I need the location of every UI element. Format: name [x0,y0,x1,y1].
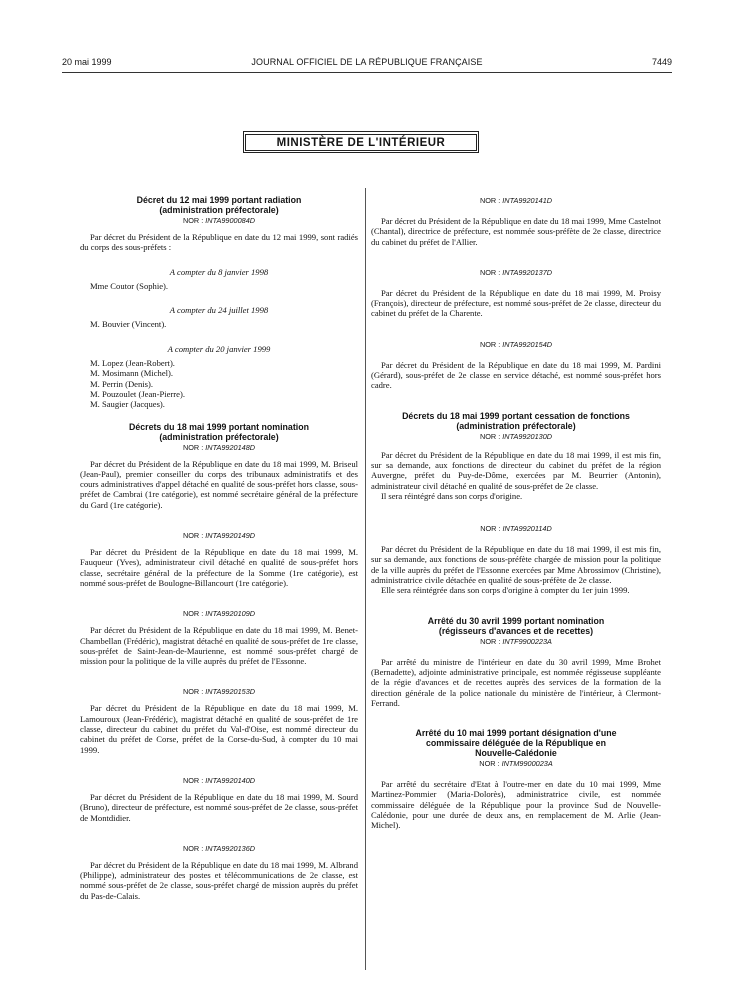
decree-text: Par décret du Président de la République en date du 12 mai 1999, sont radiés du corps des sous-préfets : [80,232,358,253]
section-title: Arrêté du 30 avril 1999 portant nomination [427,615,605,626]
decree-text: Par décret du Président de la République en date du 18 mai 1999, M. Benet-Chambellan (Frédéric), magistrat détaché en qualité de sous-préfet de 1re classe, sous-préfet de Saint-Jean-de-Maurienne, est nommé sous-préfet chargé de mission pour la politique de la ville auprès du préfet de l'Essonne. [80,625,358,667]
list-item: M. Mosimann (Michel). [90,368,174,379]
nor-reference [371,196,661,206]
nor-reference [371,432,661,442]
decree-text: Il sera réintégré dans son corps d'origine. [381,490,523,501]
header-journal-title: JOURNAL OFFICIEL DE LA RÉPUBLIQUE FRANÇAISE [251,57,483,67]
nor-code: INTA9920114D [502,524,552,534]
decree-text: Par décret du Président de la République en date du 18 mai 1999, il est mis fin, sur sa demande, aux fonctions de directeur du cabinet du préfet de la région Auvergne, préfet du Puy-de-Dôme, exercées par M. Beurrier (Antonin), administrateur civil détaché en qualité de sous-préfet de 2e classe. [371,449,661,491]
nor-code: INTA9920136D [205,843,256,853]
decree-text: Par décret du Président de la République en date du 18 mai 1999, M. Albrand (Philippe), administrateur des postes et télécommunications de 2e classe, est nommé sous-préfet de 2e classe, sous-préfet chargé de mission auprès du préfet du Pas-de-Calais. [80,859,358,901]
nor-label: NOR : [182,843,206,853]
section-title: Arrêté du 10 mai 1999 portant désignation d'une [415,728,617,739]
decree-text: Par arrêté du ministre de l'intérieur en date du 30 avril 1999, Mme Brohet (Bernadette), adjointe administrative principale, est nommée régisseuse suppléante de la régie d'avances et de recettes auprès des services de la formation de la direction générale de la police nationale du ministère de l'intérieur, à Clermont-Ferrand. [371,656,661,708]
nor-reference [80,776,358,786]
ministry-box [243,131,479,153]
nor-code: INTA9920149D [205,531,256,541]
nor-code: INTA9920109D [205,609,256,619]
nor-code: INTA9920130D [502,431,553,441]
nor-code: INTA9920137D [502,267,553,277]
person-name: M. Bouvier (Vincent). [90,319,167,330]
header-date: 20 mai 1999 [62,57,112,67]
list-item: M. Pouzoulet (Jean-Pierre). [90,388,185,399]
nor-label: NOR : [479,759,502,769]
nor-label: NOR : [182,531,206,541]
nor-code: INTA9920148D [205,442,256,452]
section-subtitle: Nouvelle-Calédonie [475,748,557,759]
nor-reference [80,687,358,697]
decree-text: Elle sera réintégrée dans son corps d'origine à compter du 1er juin 1999. [381,585,630,596]
decree-text: Par décret du Président de la République en date du 18 mai 1999, M. Fauqueur (Yves), administrateur civil détaché en qualité de sous-préfet hors classe, secrétaire général de la préfecture de la Somme (1re catégorie), est nommé sous-préfet de Boulogne-Billancourt (1re catégorie). [80,547,358,588]
list-item: M. Lopez (Jean-Robert). [90,358,175,369]
nor-label: NOR : [182,775,206,785]
section-subtitle: (administration préfectorale) [456,420,576,431]
decree-text: Par décret du Président de la République en date du 18 mai 1999, M. Pardini (Gérard), sous-préfet de 2e classe en service détaché, est nommé sous-préfet hors cadre. [371,359,661,391]
effective-date: A compter du 20 janvier 1999 [167,343,271,354]
nor-reference [371,759,661,769]
nor-code: INTA9920154D [502,339,553,349]
nor-label: NOR : [182,216,206,225]
decree-text: Par décret du Président de la République en date du 18 mai 1999, M. Lamouroux (Jean-Frédéric), magistrat détaché en qualité de sous-préfet de 1re classe, directeur du cabinet du préfet du Val-d'Oise, est nommé directeur du cabinet du préfet de Corse, préfet de la Corse-du-Sud, à compter du 10 mai 1999. [80,703,358,755]
nor-reference [371,268,661,278]
nor-reference [80,609,358,619]
section-subtitle: (administration préfectorale) [159,205,279,215]
nor-label: NOR : [479,196,503,205]
decree-text: Par décret du Président de la République en date du 18 mai 1999, Mme Castelnot (Chantal), directrice de préfecture, est nommée sous-préfète de 2e classe, directrice du cabinet du préfet de l'Allier. [371,216,661,247]
nor-code: INTA9920153D [205,687,256,697]
running-header [62,57,672,71]
nor-code: INTF9900223A [502,636,552,646]
person-name: Mme Coutor (Sophie). [90,280,169,291]
right-column [371,195,661,831]
decree-text: Par décret du Président de la République en date du 18 mai 1999, M. Proisy (François), directeur de préfecture, est nommé sous-préfet de 2e classe, directeur du cabinet du préfet de la Charente. [371,287,661,319]
nor-label: NOR : [480,636,503,646]
nor-label: NOR : [479,267,503,277]
list-item: M. Saugier (Jacques). [90,399,165,410]
nor-label: NOR : [479,431,503,441]
decree-text: Par décret du Président de la République en date du 18 mai 1999, M. Sourd (Bruno), directeur de préfecture, est nommé sous-préfet de 2e classe, sous-préfet de Montdidier. [80,791,358,823]
nor-reference [371,340,661,350]
ministry-title: MINISTÈRE DE L'INTÉRIEUR [245,134,477,151]
section-title: Décrets du 18 mai 1999 portant cessation de fonctions [402,410,630,421]
nor-reference [80,216,358,226]
section-title: Décret du 12 mai 1999 portant radiation [136,195,302,205]
nor-label: NOR : [182,609,206,619]
nor-label: NOR : [479,339,503,349]
decree-text: Par décret du Président de la République en date du 18 mai 1999, M. Briseul (Jean-Paul), premier conseiller du corps des tribunaux administratifs et des cours administratives d'appel détaché en qualité de sous-préfet hors classe, sous-préfet de Cambrai (1re catégorie), est nommé secrétaire général de la préfecture du Gard (1re catégorie). [80,458,358,510]
nor-reference [80,443,358,453]
nor-code: INTA9920140D [205,775,256,785]
list-item: M. Perrin (Denis). [90,378,154,389]
name-list [80,358,358,409]
nor-reference [371,637,661,647]
nor-label: NOR : [182,442,206,452]
effective-date: A compter du 8 janvier 1998 [169,266,269,277]
header-rule [62,72,672,73]
section-subtitle: (administration préfectorale) [159,431,279,442]
section-title: Décrets du 18 mai 1999 portant nomination [129,421,309,432]
nor-code: INTA9920141D [502,196,553,205]
decree-text: Par arrêté du secrétaire d'Etat à l'outre-mer en date du 10 mai 1999, Mme Martinez-Pommier (Maria-Dolorès), administratrice civile, est nommée commissaire déléguée de la République pour la province Sud de Nouvelle-Calédonie, pour une durée de deux ans, en remplacement de M. Arlie (Jean-Michel). [371,779,661,831]
left-column [80,195,358,901]
header-page-number: 7449 [651,57,672,67]
nor-reference [80,531,358,541]
column-divider [365,188,366,970]
nor-label: NOR : [182,687,206,697]
section-subtitle: commissaire déléguée de la République en [426,738,606,749]
nor-reference [371,524,661,534]
nor-code: INTA9900084D [205,216,256,225]
nor-reference [80,844,358,854]
nor-label: NOR : [480,524,503,534]
nor-code: INTM9900023A [501,759,553,769]
section-subtitle: (régisseurs d'avances et de recettes) [438,625,594,636]
effective-date: A compter du 24 juillet 1998 [169,305,269,316]
decree-text: Par décret du Président de la République en date du 18 mai 1999, il est mis fin, sur sa demande, aux fonctions de sous-préfète chargée de mission pour la politique de la ville auprès du préfet de l'Essonne exercées par Mme Abrossimov (Christine), administratrice civile détachée en qualité de sous-préfète de 2e classe. [371,544,661,586]
